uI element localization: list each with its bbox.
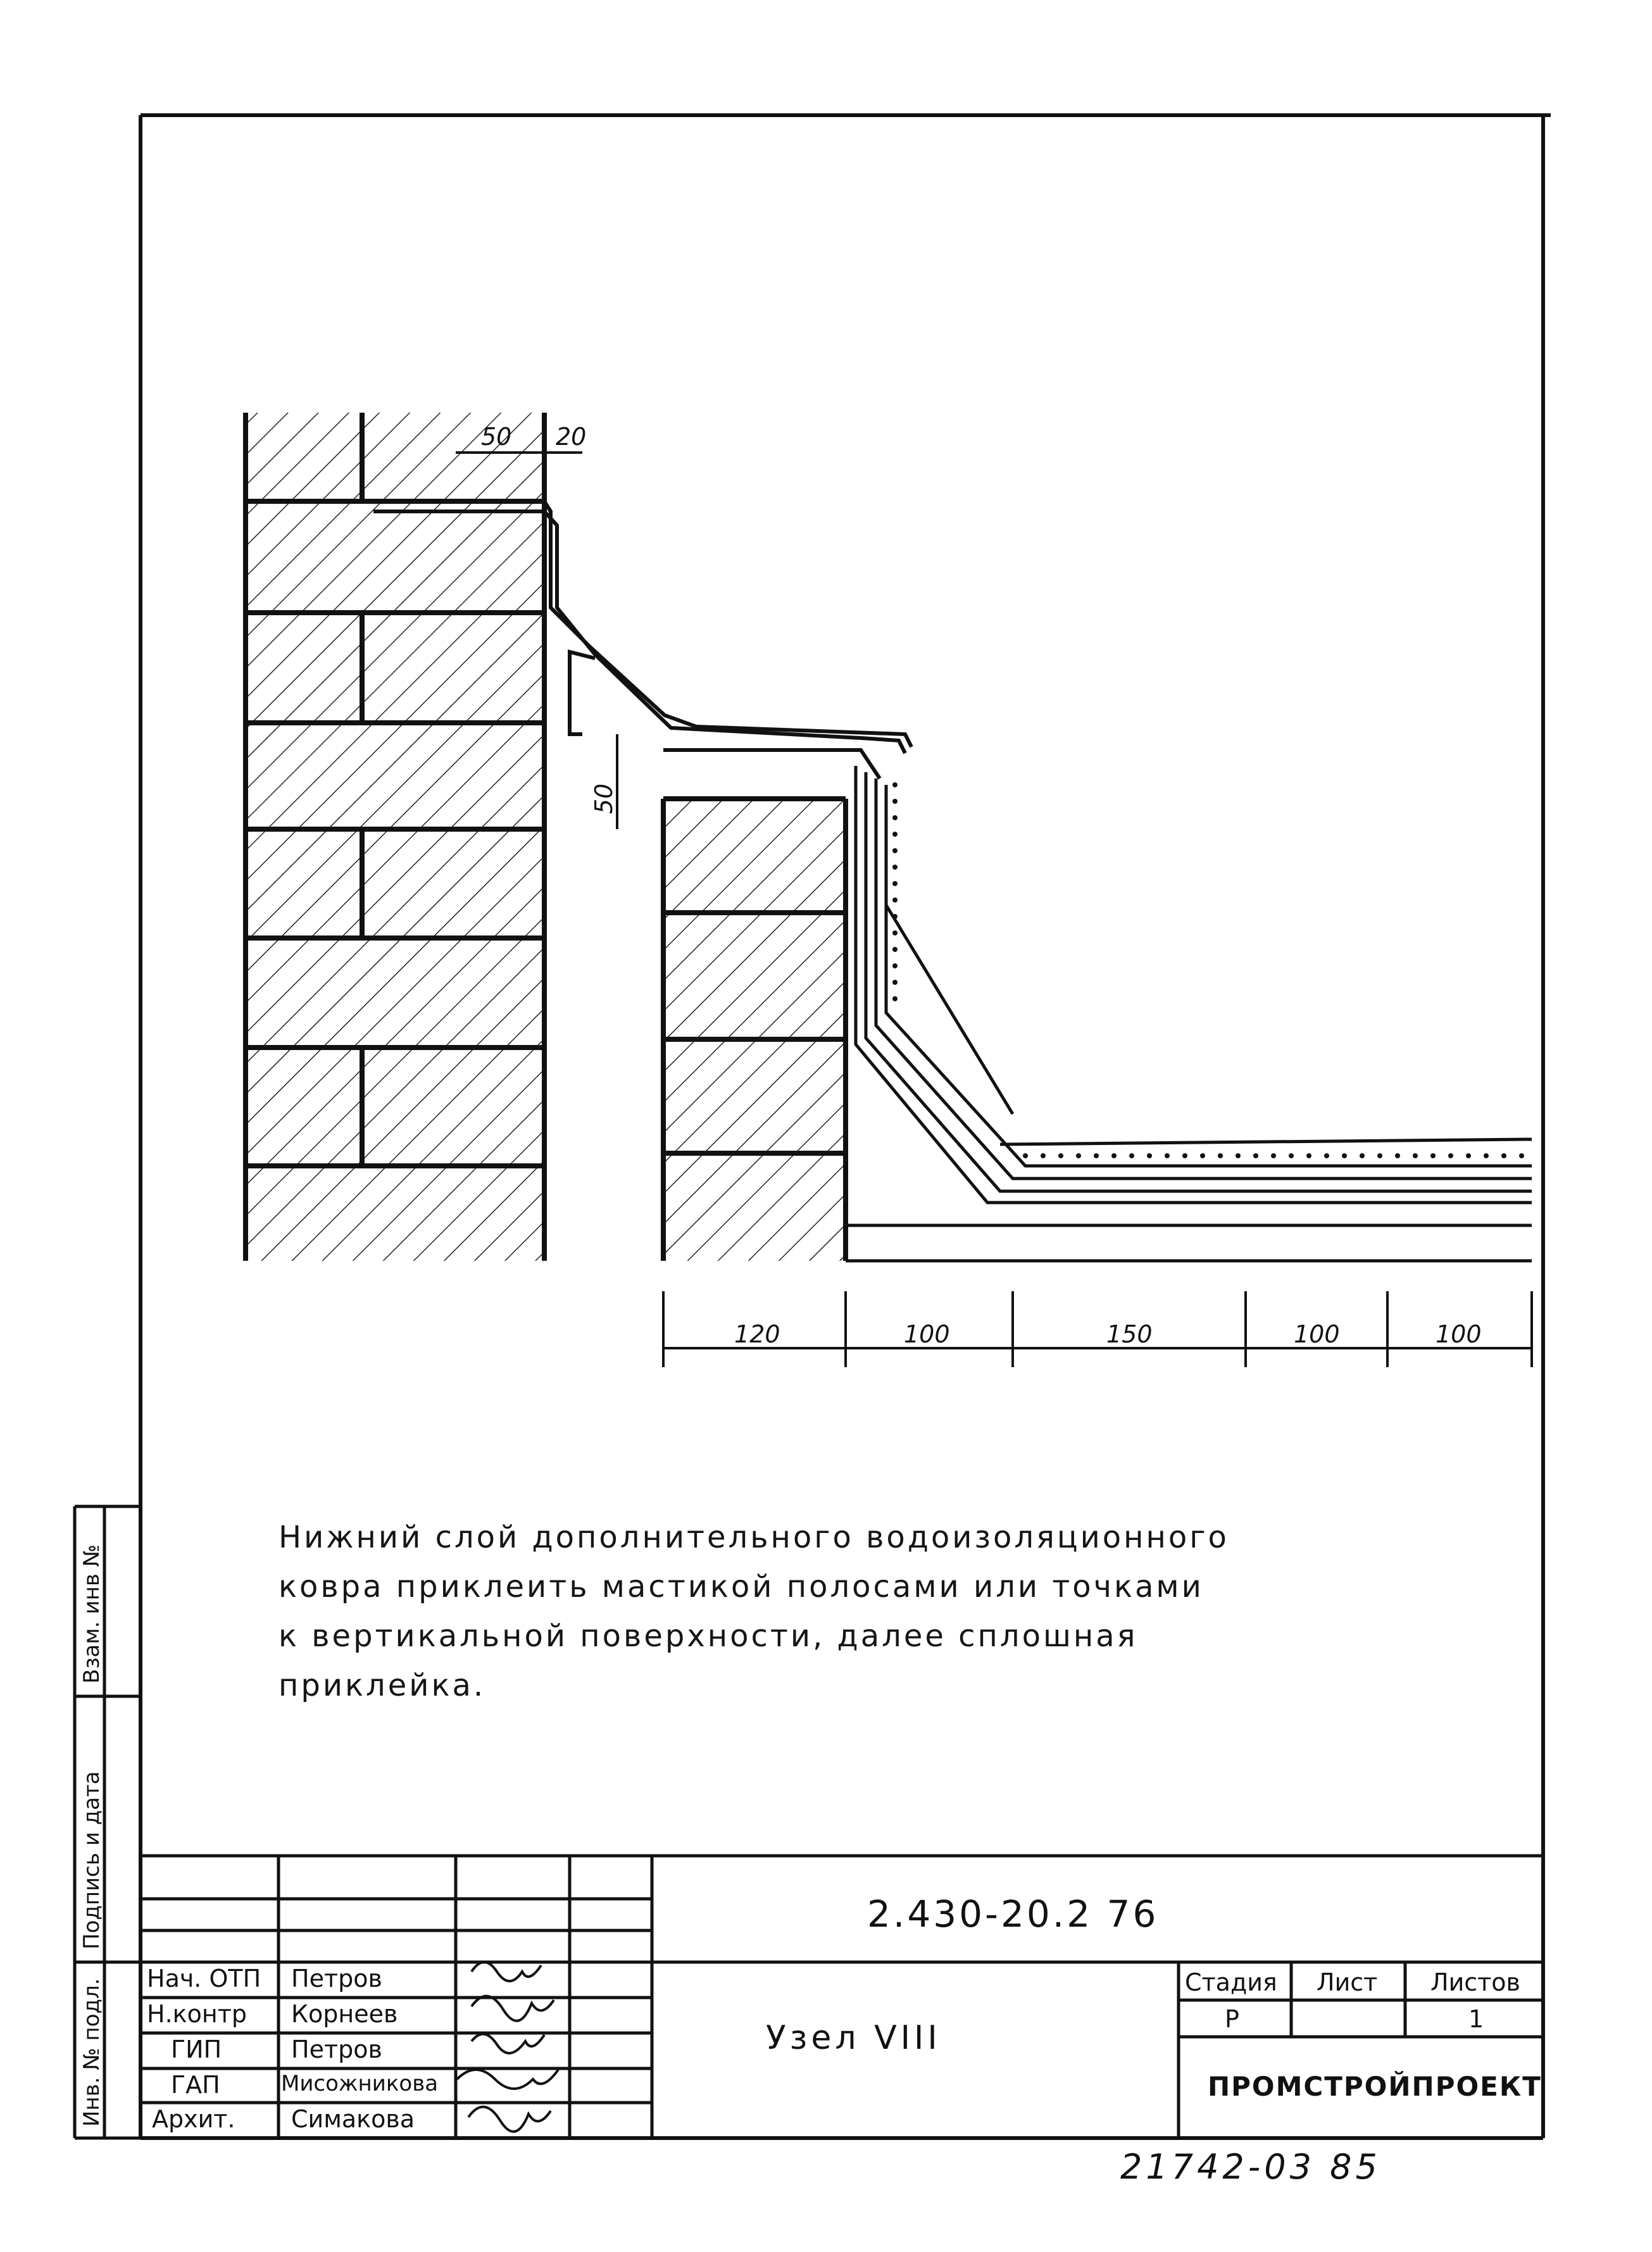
roofing-dot <box>892 832 898 837</box>
roofing-dot <box>892 947 898 952</box>
dim-top-50: 50 <box>481 423 512 451</box>
roofing-dot <box>892 898 898 903</box>
roofing-layers <box>846 766 1532 1261</box>
dim-bottom-120: 120 <box>734 1320 780 1348</box>
note-line-3: к вертикальной поверхности, далее сплошная <box>278 1618 1138 1654</box>
role-1: Нач. ОТП <box>147 1965 261 1992</box>
dim-top-20: 20 <box>556 423 587 451</box>
roofing-dot <box>1182 1153 1187 1158</box>
roofing-dot <box>892 815 898 820</box>
roofing-dot <box>1395 1153 1400 1158</box>
roofing-dot <box>1360 1153 1365 1158</box>
note-line-2: ковра приклеить мастикой полосами или точками <box>278 1569 1204 1605</box>
roofing-dot <box>1413 1153 1418 1158</box>
roofing-dot <box>1041 1153 1046 1158</box>
roofing-dot <box>892 996 898 1001</box>
document-code: 2.430-20.2 76 <box>867 1892 1159 1936</box>
role-4: ГАП <box>171 2071 220 2099</box>
sheets-header: Листов <box>1430 1968 1520 1996</box>
role-3: ГИП <box>171 2036 222 2063</box>
dim-bottom-100a: 100 <box>904 1320 950 1348</box>
dim-left-50: 50 <box>590 783 618 815</box>
roofing-dot <box>1306 1153 1311 1158</box>
roofing-dot <box>1519 1153 1524 1158</box>
roofing-dot <box>892 865 898 870</box>
name-4: Мисожникова <box>281 2071 439 2096</box>
signatures <box>457 1962 558 2132</box>
roofing-dot <box>1058 1153 1063 1158</box>
roofing-dot <box>892 914 898 919</box>
roofing-dots <box>892 782 1524 1158</box>
archive-number: 21742-03 85 <box>1120 2147 1381 2187</box>
dim-bottom-100b: 100 <box>1294 1320 1340 1348</box>
roofing-dot <box>892 963 898 968</box>
roofing-dot <box>892 799 898 804</box>
roofing-dot <box>1023 1153 1028 1158</box>
dimension-lines <box>456 453 1532 1367</box>
roofing-dot <box>1484 1153 1489 1158</box>
roofing-dot <box>1165 1153 1170 1158</box>
organization-name: ПРОМСТРОЙПРОЕКТ <box>1208 2071 1542 2102</box>
roofing-dot <box>892 930 898 935</box>
name-1: Петров <box>291 1965 382 1992</box>
name-2: Корнеев <box>291 2000 398 2028</box>
note-line-4: приклейка. <box>278 1668 486 1703</box>
roofing-dot <box>1501 1153 1506 1158</box>
roofing-dot <box>1218 1153 1223 1158</box>
roofing-dot <box>892 848 898 853</box>
drawing-note <box>278 1513 1355 1710</box>
roofing-dot <box>1271 1153 1276 1158</box>
sheets-value: 1 <box>1468 2005 1484 2033</box>
note-line-1: Нижний слой дополнительного водоизоляционного <box>278 1520 1229 1555</box>
roofing-dot <box>1430 1153 1436 1158</box>
side-label-replacement-inv: Взам. инв № <box>79 1544 104 1684</box>
stage-header: Стадия <box>1185 1968 1277 1996</box>
roofing-dot <box>892 881 898 886</box>
roofing-dot <box>1200 1153 1205 1158</box>
roofing-dot <box>1111 1153 1117 1158</box>
roofing-dot <box>1147 1153 1152 1158</box>
roofing-dot <box>1129 1153 1134 1158</box>
roofing-dot <box>892 782 898 787</box>
roofing-dot <box>1466 1153 1471 1158</box>
roofing-dot <box>1448 1153 1453 1158</box>
roofing-dot <box>1076 1153 1081 1158</box>
roofing-dot <box>1094 1153 1099 1158</box>
side-label-signature-date: Подпись и дата <box>79 1771 104 1949</box>
roofing-dot <box>1342 1153 1347 1158</box>
roofing-dot <box>1253 1153 1258 1158</box>
roofing-dot <box>1377 1153 1382 1158</box>
name-3: Петров <box>291 2036 382 2063</box>
stage-value: Р <box>1225 2005 1239 2033</box>
sheet-header: Лист <box>1317 1968 1378 1996</box>
roofing-dot <box>1324 1153 1329 1158</box>
left-brick-wall <box>246 413 544 1261</box>
roofing-dot <box>1236 1153 1241 1158</box>
name-5: Симакова <box>291 2105 415 2133</box>
roofing-dot <box>1289 1153 1294 1158</box>
role-2: Н.контр <box>147 2000 247 2028</box>
dim-bottom-100c: 100 <box>1436 1320 1482 1348</box>
roofing-dot <box>892 980 898 985</box>
side-label-inv-no: Инв. № подл. <box>79 1978 104 2127</box>
parapet-brick-wall <box>663 799 846 1261</box>
sheet-title: Узел VIII <box>766 2019 941 2057</box>
role-5: Архит. <box>152 2105 235 2133</box>
dim-bottom-150: 150 <box>1106 1320 1153 1348</box>
